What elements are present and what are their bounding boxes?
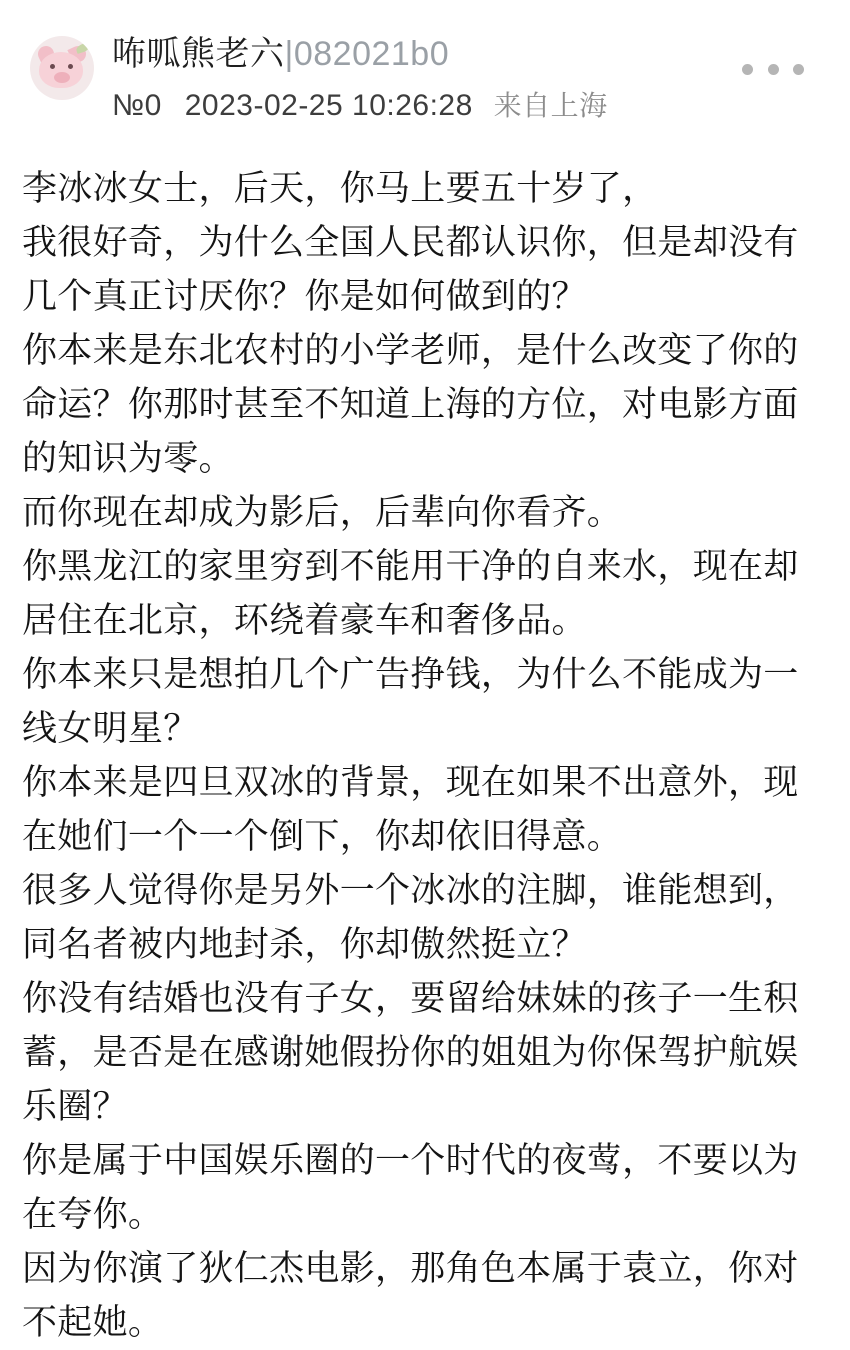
- post-paragraph: 你黑龙江的家里穷到不能用干净的自来水，现在却居住在北京，环绕着豪车和奢侈品。: [22, 547, 799, 640]
- post-header-text: [112, 28, 828, 126]
- post-header: [22, 28, 828, 136]
- post-paragraph: 李冰冰女士，后天，你马上要五十岁了，: [22, 169, 658, 208]
- post-paragraph: 因为你演了狄仁杰电影，那角色本属于袁立，你对不起她。: [22, 1249, 799, 1342]
- post-datetime: 2023-02-25 10:26:28: [184, 89, 473, 122]
- author-name[interactable]: 咘呱熊老六: [112, 35, 285, 73]
- post-paragraph: 而你现在却成为影后，后辈向你看齐。: [22, 493, 623, 532]
- post-paragraph: 我很好奇，为什么全国人民都认识你，但是却没有几个真正讨厌你？你是如何做到的？: [22, 223, 799, 316]
- post-paragraph: 你本来只是想拍几个广告挣钱，为什么不能成为一线女明星？: [22, 655, 799, 748]
- post-paragraph: 你是属于中国娱乐圈的一个时代的夜莺，不要以为在夸你。: [22, 1141, 799, 1234]
- post-paragraph: 你本来是东北农村的小学老师，是什么改变了你的命运？你那时甚至不知道上海的方位，对电影方面的知识为零。: [22, 331, 799, 478]
- author-line: [112, 32, 828, 76]
- more-dot-2: [768, 64, 779, 75]
- pig-avatar-icon[interactable]: [30, 36, 94, 100]
- more-dot-1: [742, 64, 753, 75]
- post-meta: [112, 86, 828, 126]
- pig-eye-right-icon: [68, 64, 73, 69]
- author-id-separator: |: [284, 35, 294, 73]
- more-horizontal-icon[interactable]: [742, 54, 804, 84]
- pig-snout-icon: [54, 72, 70, 83]
- leaf-icon: [75, 42, 91, 54]
- post-source: 来自上海: [493, 90, 608, 121]
- post-index: №0: [112, 89, 162, 122]
- more-dot-3: [793, 64, 804, 75]
- pig-eye-left-icon: [50, 64, 55, 69]
- post-paragraph: 很多人觉得你是另外一个冰冰的注脚，谁能想到，同名者被内地封杀，你却傲然挺立？: [22, 871, 799, 964]
- post-paragraph: 你本来是四旦双冰的背景，现在如果不出意外，现在她们一个一个倒下，你却依旧得意。: [22, 763, 799, 856]
- post-body: [22, 162, 828, 1350]
- author-id: 082021b0: [293, 35, 450, 73]
- post-paragraph: 你没有结婚也没有子女，要留给妹妹的孩子一生积蓄，是否是在感谢她假扮你的姐姐为你保驾护航娱乐圈？: [22, 979, 799, 1126]
